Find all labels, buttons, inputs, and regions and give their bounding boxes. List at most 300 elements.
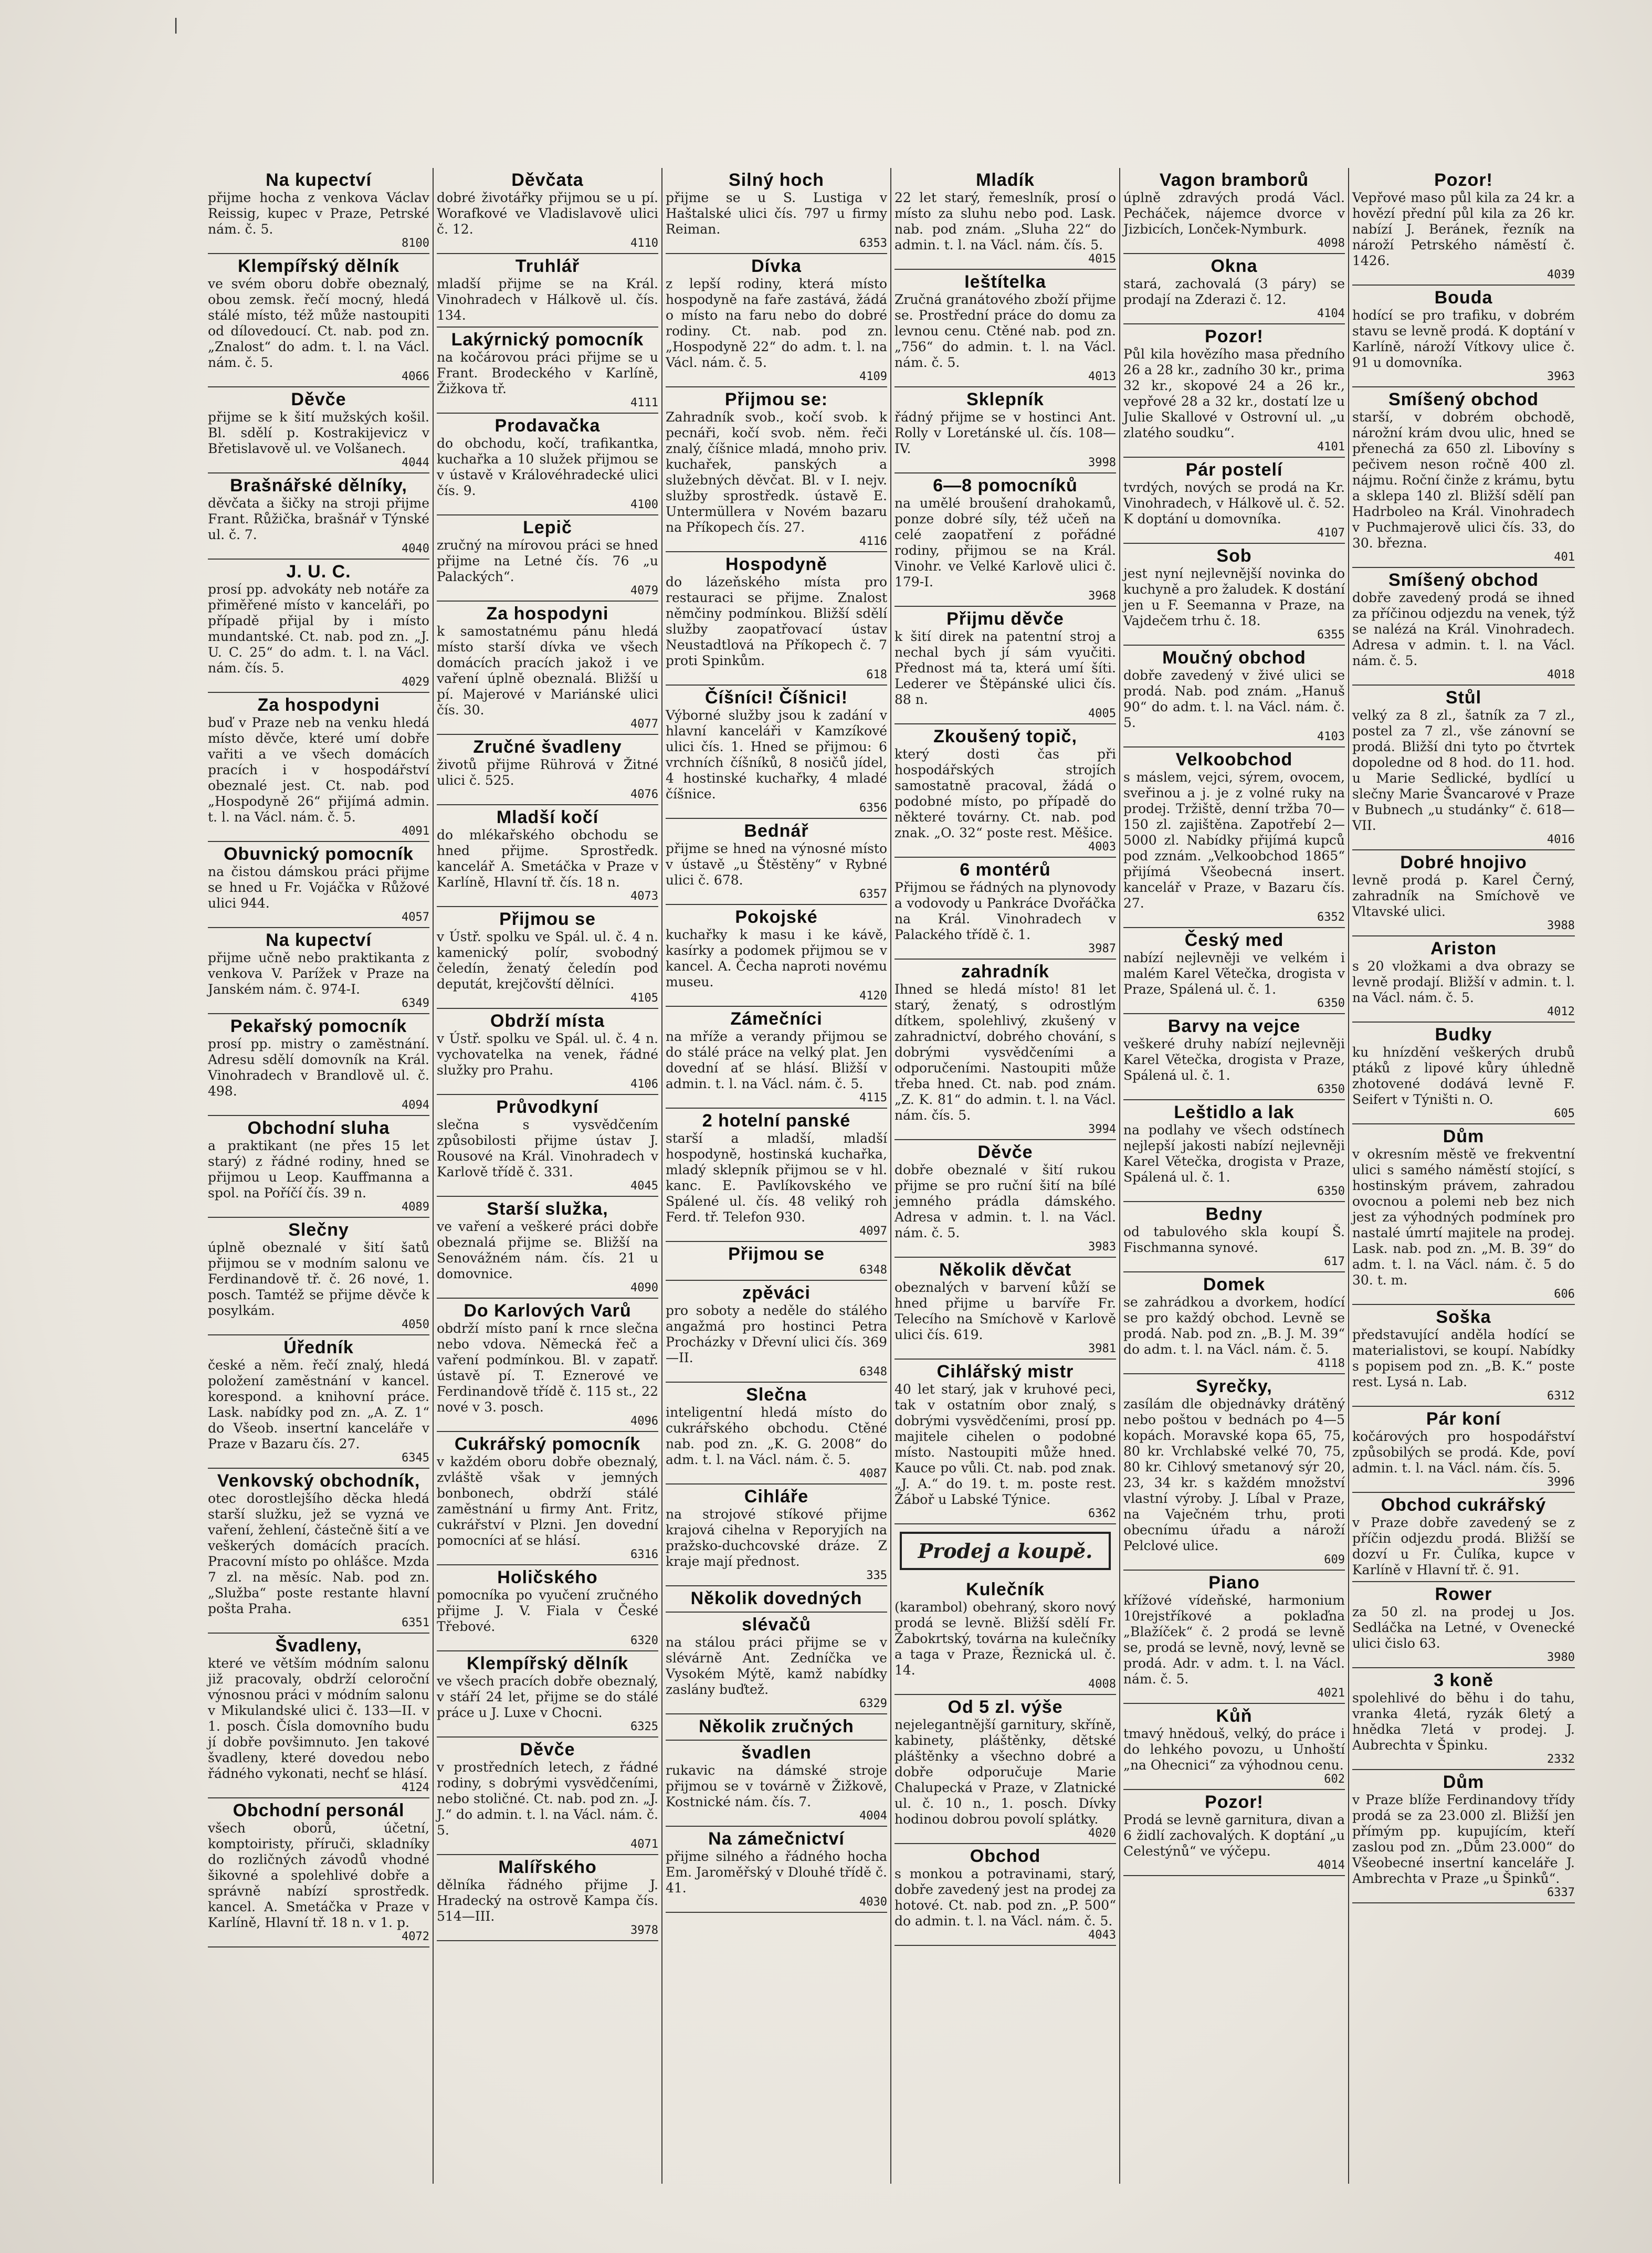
classified-ad [1352, 168, 1575, 286]
ad-number: 3968 [1088, 589, 1116, 603]
classified-ad [437, 168, 658, 254]
classified-ad [1123, 646, 1345, 748]
ad-heading: Smíšený obchod [1388, 389, 1539, 409]
ad-number: 6329 [859, 1697, 887, 1710]
ad-text: prosí pp. mistry o zaměstnání. Adresu sdělí domovník na Král. Vinohradech v Brandlově ul. č. 498. [208, 1036, 429, 1099]
classified-ad [1123, 1704, 1345, 1790]
ad-text: úplně obeznalé v šití šatů přijmou se v modním salonu ve Ferdinandově tř. č. 26 nové, 1. posch. Tamtéž se přijme děvče k posylkám. [208, 1240, 429, 1318]
column-3 [662, 168, 891, 2184]
ad-number: 4050 [402, 1318, 429, 1331]
ad-heading: Přijmou se [499, 909, 596, 929]
ad-text: životů přijme Rührová v Žitné ulici č. 525. [437, 757, 658, 788]
ad-text: v Praze dobře zavedený se z příčin odjezdu prodá. Bližší se dozví u Fr. Čulíka, kupce v Karlíně v Hlavní tř. č. 91. [1352, 1515, 1575, 1577]
classified-ad [666, 1485, 887, 1586]
ad-text: Vepřové maso půl kila za 24 kr. a hovězí přední půl kila za 26 kr. nabízí J. Beránek, řezník na nároží Petrského náměstí č. 1426. [1352, 190, 1575, 268]
classified-ad [208, 1634, 429, 1798]
ad-heading: Prodavačka [494, 416, 601, 436]
ad-heading: Pozor! [1205, 327, 1264, 346]
ad-text: (karambol) obehraný, skoro nový prodá se levně. Bližší sdělí Fr. Žabokrtský, továrna na kulečníky a taga v Praze, Řeznická ul. č. 14. [895, 1599, 1116, 1678]
ad-number: 4111 [630, 396, 658, 409]
column-5 [1120, 168, 1349, 2184]
ad-heading: Malířského [498, 1857, 597, 1877]
ad-heading: Stůl [1445, 688, 1482, 708]
ad-number: 4015 [1088, 252, 1116, 266]
ad-text: slečna s vysvědčením způsobilosti přijme ústav J. Rousové na Král. Vinohradech v Karlově třídě č. 331. [437, 1117, 658, 1180]
classified-ad [666, 819, 887, 905]
ad-text: inteligentní hledá místo do cukrářského obchodu. Ctěné nab. pod zn. „K. G. 2008“ do adm. t. l. na Václ. nám. č. 5. [666, 1405, 887, 1467]
classified-ad [208, 693, 429, 842]
ad-text: 40 let starý, jak v kruhové peci, tak v ostatním obor znalý, s dobrými vysvědčeními, prosí pp. majitele cihelen o podobné místo. Nastoupiti může hned. Kauce po vůli. Ct. nab. pod znak. „J. A.“ do 19. t. m. poste rest. Žáboř u Labské Týnice. [895, 1382, 1116, 1507]
ad-heading: Syrečky, [1196, 1376, 1272, 1396]
ad-heading: Cihlářský mistr [937, 1362, 1074, 1382]
ad-text: v každém oboru dobře obeznalý, zvláště však v jemných bonbonech, obdrží stálé zaměstnání u firmy Ant. Fritz, cukrářství v Plzni. Jen dovední pomocníci ať se hlásí. [437, 1454, 658, 1548]
ad-heading: Švadleny, [275, 1636, 362, 1656]
column-1 [205, 168, 434, 2184]
ad-number: 335 [866, 1569, 887, 1582]
ad-number: 4101 [1317, 440, 1345, 454]
ad-heading: Několik děvčat [939, 1260, 1072, 1280]
ad-text: všech oborů, účetní, komptoiristy, příruči, skladníky do rozličných závodů vhodné šikovné a spolehlivé dobře a správně nabízí sprostředk. kancel. A. Smetáčka v Praze v Karlíně, Hlavní tř. 18 n. v 1. p. [208, 1820, 429, 1930]
classified-ad [666, 1827, 887, 1913]
ad-heading: Několik zručných [699, 1717, 854, 1736]
ad-heading: Na kupectví [266, 930, 372, 950]
ad-text: veškeré druhy nabízí nejlevněji Karel Větečka, drogista v Praze, Spálená ul. č. 1. [1123, 1036, 1345, 1083]
ad-heading: Lakýrnický pomocník [451, 330, 644, 350]
classified-ad [208, 168, 429, 254]
ad-number: 6345 [402, 1451, 429, 1465]
ad-heading: Pekařský pomocník [230, 1016, 407, 1036]
ad-number: 6337 [1547, 1886, 1575, 1899]
ad-heading: Barvy na vejce [1167, 1016, 1301, 1036]
ad-text: na podlahy ve všech odstínech nejlepší jakosti nabízí nejlevněji Karel Větečka, drogista v Praze, Spálená ul. č. 1. [1123, 1122, 1345, 1185]
ad-text: Výborné služby jsou k zadání v hlavní kanceláři v Kamzíkové ulici čís. 1. Hned se přijmou: 6 vrchních číšníků, 8 nosičů jídel, 4 hostinské kuchařky, 4 mladé číšnice. [666, 708, 887, 802]
ad-text: otec dorostlejšího děcka hledá starší služku, jež se vyzná ve vaření, žehlení, částečně šití a ve veškerých domácích pracích. Pracovní místo po ohlášce. Mzda 7 zl. na měsíc. Nab. pod zn. „Služba“ poste restante hlavní pošta Praha. [208, 1491, 429, 1616]
ad-number: 3963 [1547, 370, 1575, 383]
classified-ad [895, 270, 1116, 387]
classified-ad [1352, 686, 1575, 850]
ad-heading: Leštidlo a lak [1174, 1102, 1295, 1122]
classified-ad [1352, 1407, 1575, 1493]
ad-heading: Slečny [288, 1220, 349, 1240]
ad-text: Půl kila hovězího masa předního 26 a 28 kr., zadního 30 kr., prima 32 kr., skopové 24 a 26 kr., vepřové 28 a 32 kr., dostatí lze u Julie Skallové v Ostrovní ul. „u zlatého soudku“. [1123, 346, 1345, 440]
classified-ad [208, 560, 429, 693]
classified-ad [666, 1714, 887, 1741]
classified-ad [208, 387, 429, 473]
column-4 [891, 168, 1120, 2184]
ad-text: rukavic na dámské stroje přijmou se v továrně v Žižkově, Kostnické nám. čís. 7. [666, 1763, 887, 1809]
ad-number: 4079 [630, 584, 658, 597]
ad-heading: Průvodkyní [496, 1097, 599, 1117]
classified-ad [208, 1798, 429, 1947]
ad-number: 4090 [630, 1281, 658, 1294]
ad-text: přijme se u S. Lustiga v Haštalské ulici čís. 797 u firmy Reiman. [666, 190, 887, 237]
ad-number: 4103 [1317, 730, 1345, 743]
classified-ad [666, 387, 887, 552]
classified-ad [895, 473, 1116, 607]
ad-text: jest nyní nejlevnější novinka do kuchyně a pro žaludek. K dostání jen u F. Seemanna v Praze, na Vajdečem trhu č. 18. [1123, 566, 1345, 628]
ad-heading: 6—8 pomocníků [933, 476, 1078, 496]
ad-heading: Pozor! [1205, 1792, 1264, 1812]
classified-ad [437, 328, 658, 414]
ad-text: Prodá se levně garnitura, divan a 6 židlí zachovalých. K doptání „u Celestýnů“ ve výčepu. [1123, 1812, 1345, 1859]
ad-heading: Přijmu děvče [946, 609, 1064, 629]
ad-text: starší, v dobrém obchodě, nárožní krám dvou ulic, hned se přenechá za 650 zl. Libovíny s pečivem neson ročně 400 zl. nájmu. Roční činže z krámu, bytu a sklepa 140 zl. Bližší sdělí pan Hadrboleo na Král. Vinohradech v Puchmajerově ulici čís. 33, do 30. března. [1352, 409, 1575, 551]
classified-ad [437, 1095, 658, 1197]
classified-ad [895, 1577, 1116, 1695]
ad-heading: Mladík [976, 170, 1035, 190]
ad-number: 6350 [1317, 1185, 1345, 1198]
classified-ad [208, 1116, 429, 1218]
ad-heading: švadlen [741, 1743, 812, 1763]
classified-ad [666, 1281, 887, 1383]
column-2 [434, 168, 662, 2184]
ad-number: 6350 [1317, 997, 1345, 1010]
classified-ad [1123, 1790, 1345, 1876]
ad-heading: Bouda [1434, 288, 1493, 308]
ad-number: 4029 [402, 676, 429, 689]
ad-heading: Klempířský dělník [237, 256, 399, 276]
ad-heading: Obchod cukrářský [1381, 1495, 1546, 1515]
ad-text: velký za 8 zl., šatník za 7 zl., postel za 7 zl., vše zánovní se prodá. Bližší dni tyto po čtvrtek dopoledne od 8 hod. do 11. hod. u Marie Sedlické, bydlící u slečny Marie Švancarové v Praze v Bubnech „u studánky“ č. 618—VII. [1352, 708, 1575, 833]
classified-ad [895, 387, 1116, 473]
ad-heading: Ariston [1430, 939, 1497, 959]
ad-text: na stálou práci přijme se v slévárně Ant. Zedníčka ve Vysokém Mýtě, kamž nabídky zaslány buďtež. [666, 1635, 887, 1697]
ad-number: 4020 [1088, 1827, 1116, 1840]
classified-ad [1123, 1571, 1345, 1704]
classified-ad [666, 1613, 887, 1714]
ad-number: 3987 [1088, 942, 1116, 955]
ad-text: na umělé broušení drahokamů, ponze dobré síly, též učeň na celé zaopatření z pořádné rodiny, přijmou se na Král. Vinohr. ve Velké Karlově ulici č. 179-I. [895, 496, 1116, 589]
ad-number: 4040 [402, 542, 429, 555]
ad-text: v Praze blíže Ferdinandovy třídy prodá se za 23.000 zl. Bližší jen přímým pp. kupujícím, kteří zaslou pod zn. „Dům 23.000“ do Všeobecné insertní kanceláře J. Ambrechta v Praze „u Špinků“. [1352, 1792, 1575, 1886]
ad-text: Přijmou se řádných na plynovody a vodovody u Pankráce Dvořáčka na Král. Vinohradech v Palackého třídě č. 1. [895, 880, 1116, 942]
ad-text: který dosti čas při hospodářských strojích samostatně pracoval, žádá o podobné místo, po případě do některé továrny. Ct. nab. pod znak. „O. 32“ poste rest. Měšice. [895, 746, 1116, 840]
ad-number: 4072 [402, 1930, 429, 1943]
ad-number: 4097 [859, 1225, 887, 1238]
ad-text: dobře zavedený prodá se ihned za příčinou odjezdu na venek, týž se nalézá na Král. Vinohradech. Adresa v admin. t. l. na Václ. nám. č. 5. [1352, 590, 1575, 668]
classified-ad [437, 1565, 658, 1651]
ad-heading: Děvčata [511, 170, 584, 190]
ad-number: 4087 [859, 1467, 887, 1480]
ad-number: 6353 [859, 237, 887, 250]
ad-text: obeznalých v barvení kůží se hned přijme u barvíře Fr. Telecího na Smíchově v Karlově ulici čís. 619. [895, 1280, 1116, 1342]
ad-number: 3980 [1547, 1651, 1575, 1664]
classified-ad [437, 735, 658, 805]
ad-number: 4118 [1317, 1357, 1345, 1370]
classified-ad [1123, 1100, 1345, 1202]
ad-heading: Děvče [520, 1740, 575, 1760]
classified-ad [437, 1197, 658, 1299]
classified-ad [895, 858, 1116, 960]
ad-heading: Venkovský obchodník, [217, 1471, 420, 1491]
classified-ad [1123, 168, 1345, 254]
ad-number: 2332 [1547, 1753, 1575, 1766]
ad-number: 4098 [1317, 237, 1345, 250]
ad-text: zručný na mírovou práci se hned přijme na Letné čís. 76 „u Palackých“. [437, 538, 658, 584]
classified-ad [895, 724, 1116, 858]
ad-heading: Hospodyně [725, 554, 828, 574]
ad-text: starší a mladší, mladší hospodyně, hostinská kuchařka, mladý sklepník přijmou se v hl. kanc. E. Pavlíkovského ve Spálené ul. čís. 48 veliký roh Ferd. tř. Telefon 930. [666, 1131, 887, 1225]
classified-ad [1352, 1124, 1575, 1305]
page-edge-mark: | [173, 16, 179, 34]
ad-number: 605 [1554, 1107, 1575, 1120]
ad-text: ve vaření a veškeré práci dobře obeznalá přijme se. Bližší na Senovážném nám. čís. 21 u domovnice. [437, 1219, 658, 1281]
ad-number: 4091 [402, 825, 429, 838]
classified-ad [666, 1383, 887, 1485]
ad-heading: Obdrží místa [490, 1011, 605, 1031]
ad-heading: Pár koní [1426, 1409, 1501, 1429]
ad-heading: Přijmou se: [724, 389, 828, 409]
ad-heading: Kůň [1216, 1706, 1253, 1726]
ad-number: 4105 [630, 992, 658, 1005]
ad-heading: zpěváci [742, 1283, 811, 1303]
ad-text: pro soboty a neděle do stálého angažmá pro hostinci Petra Procházky v Dřevní ulici čís. 369—II. [666, 1303, 887, 1365]
ad-heading: Silný hoch [729, 170, 824, 190]
ad-number: 4077 [630, 718, 658, 731]
ad-heading: Pár postelí [1185, 460, 1283, 480]
ad-text: k samostatnému pánu hledá místo starší dívka ve všech domácích pracích jakož i ve vaření úplně obeznalá. Bližší u pí. Majerové v Mariánské ulici čís. 30. [437, 624, 658, 718]
classified-ad [437, 805, 658, 907]
ad-heading: 3 koně [1434, 1670, 1493, 1690]
ad-number: 6316 [630, 1548, 658, 1561]
ad-text: děvčata a šičky na stroji přijme Frant. Růžička, brašnář v Týnské ul. č. 7. [208, 496, 429, 542]
ad-text: křížové vídeňské, harmonium 10rejstříkové a poklaďna „Blažíček“ č. 2 prodá se levně se, prodá se levně, nový, levně se prodá. Adr. v adm. t. l. na Václ. nám. č. 5. [1123, 1593, 1345, 1687]
ad-number: 3988 [1547, 919, 1575, 932]
ad-heading: Mladší kočí [496, 807, 599, 827]
ad-number: 6349 [402, 997, 429, 1010]
ad-text: ve svém oboru dobře obeznalý, obou zemsk. řečí mocný, hledá stálé místo, též může nastoupiti od dílovedoucí. Ct. nab. pod zn. „Znalost“ do adm. t. l. na Václ. nám. č. 5. [208, 276, 429, 370]
ad-text: zasílám dle objednávky drátěný nebo poštou v bednách po 4—5 kopách. Moravské kopa 65, 75, 80 kr. Vrchlabské velké 70, 75, 80 kr. Cihlový smetanový sýr 20, 23, 34 kr. s každém množství vlastní výroby. J. Líbal v Praze, na Vaječném trhu, proti obecnímu úřadu a nároží Pelclové ulice. [1123, 1396, 1345, 1553]
ad-number: 4013 [1088, 370, 1116, 383]
ad-number: 3998 [1088, 456, 1116, 469]
ad-heading: Velkoobchod [1175, 750, 1293, 770]
classified-ad [1123, 254, 1345, 324]
classified-ad [208, 842, 429, 928]
ad-number: 6352 [1317, 911, 1345, 924]
classified-ad [666, 1109, 887, 1242]
ad-number: 609 [1324, 1553, 1345, 1566]
classified-ad [1123, 748, 1345, 928]
classified-ad [437, 602, 658, 735]
classified-ad [1352, 1493, 1575, 1582]
ad-text: přijme učně nebo praktikanta z venkova V. Parížek v Praze na Janském nám. č. 974-I. [208, 950, 429, 997]
ad-number: 4057 [402, 911, 429, 924]
ad-text: v Ústř. spolku ve Spál. ul. č. 4 n. kamenický polír, svobodný čeledín, ženatý čeledín pod deputát, krejčovští dělníci. [437, 929, 658, 992]
ad-heading: Holičského [497, 1567, 598, 1587]
ad-heading: Dům [1443, 1126, 1485, 1146]
ad-text: které ve větším módním salonu již pracovaly, obdrží celoroční výnosnou práci v módním salonu v Mikulandské ulici č. 133—II. v 1. posch. Čísla domovního budu jí dobře povšimnuto. Jen takové švadleny, které dovedou nebo řádného vykonati, nechť se hlásí. [208, 1656, 429, 1781]
ad-heading: Kulečník [966, 1580, 1045, 1599]
ad-text: ve všech pracích dobře obeznalý, v stáří 24 let, přijme se do stálé práce u J. Luxe v Chocni. [437, 1673, 658, 1720]
ad-text: do mlékařského obchodu se hned přijme. Sprostředk. kancelář A. Smetáčka v Praze v Karlíně, Hlavní tř. čís. 18 n. [437, 827, 658, 890]
ad-number: 4076 [630, 788, 658, 801]
ad-heading: Do Karlových Varů [464, 1301, 632, 1321]
ad-number: 4120 [859, 989, 887, 1003]
ad-heading: Smíšený obchod [1388, 570, 1539, 590]
ad-heading: slévačů [742, 1615, 811, 1635]
ad-text: s máslem, vejci, sýrem, ovocem, sveřinou a j. je z volné ruky na prodej. Tržiště, denní tržba 70—150 zl. zajištěna. Zapotřebí 2—5000 zl. Nabídky přijímá kupců pod zznám. „Velkoobchod 1865“ přijímá Všeobecná insert. kancelář v Praze, v Bazaru čís. 27. [1123, 770, 1345, 911]
classified-ad [437, 1009, 658, 1095]
classified-ad [437, 414, 658, 515]
ad-heading: Moučný obchod [1162, 648, 1306, 668]
ad-heading: Za hospodyni [486, 604, 609, 624]
ad-heading: Český med [1184, 930, 1284, 950]
classified-ad [1352, 1668, 1575, 1770]
ad-heading: Obchod [970, 1846, 1041, 1866]
ad-heading: Na zámečnictví [708, 1829, 845, 1849]
ad-heading: Dům [1443, 1772, 1485, 1792]
ad-number: 4096 [630, 1415, 658, 1428]
classified-ad [437, 515, 658, 602]
ad-number: 3996 [1547, 1476, 1575, 1489]
classified-ad [437, 254, 658, 328]
classified-ad [895, 1258, 1116, 1360]
ad-text: s monkou a potravinami, starý, dobře zavedený jest na prodej za hotové. Ct. nab. pod zn. „P. 500“ do admin. t. l. na Václ. nám. č. 5. [895, 1866, 1116, 1929]
classified-ad [666, 254, 887, 387]
ad-number: 3978 [630, 1924, 658, 1937]
ad-number: 6357 [859, 888, 887, 901]
classified-ad [1352, 1582, 1575, 1668]
classified-ad [895, 168, 1116, 270]
ad-number: 401 [1554, 551, 1575, 564]
ad-number: 4109 [859, 370, 887, 383]
classified-ad [208, 1014, 429, 1116]
ad-text: v okresním městě ve frekventní ulici s samého náměstí stojící, s hostinským právem, zahradou ovocnou a polemi neb bez nich jest za výhodných podmínek pro nastalé úmrtí majitele na prodej. Lask. nab. pod zn. „M. B. 39“ do adm. t. l. na Václ. nám. č. 5 do 30. t. m. [1352, 1146, 1575, 1288]
ad-number: 4100 [630, 498, 658, 511]
ad-text: dobře obeznalé v šití rukou přijme se pro ruční šití na bílé jemného prádla dámského. Adresa v admin. t. l. na Václ. nám. č. 5. [895, 1162, 1116, 1240]
classified-ad [1123, 458, 1345, 544]
ad-heading: Dobré hnojivo [1400, 852, 1527, 872]
classified-ad [437, 1855, 658, 1941]
classified-ad [437, 1299, 658, 1432]
ad-heading: Soška [1436, 1307, 1491, 1327]
classified-ad [1123, 1014, 1345, 1100]
ad-text: na kočárovou práci přijme se u Frant. Brodeckého v Karlíně, Žižkova tř. [437, 350, 658, 396]
classified-ad [666, 905, 887, 1007]
ad-heading: Zručné švadleny [473, 737, 622, 757]
classified-ad [1352, 286, 1575, 387]
ad-number: 4107 [1317, 527, 1345, 540]
ad-number: 4089 [402, 1201, 429, 1214]
ad-heading: Dívka [751, 256, 802, 276]
ad-text: tmavý hnědouš, velký, do práce i do lehkého povozu, u Unhoští „na Ohecnici“ za výhodnou cenu. [1123, 1726, 1345, 1773]
ad-text: se zahrádkou a dvorkem, hodící se pro každý obchod. Levně se prodá. Nab. pod zn. „B. J. M. 39“ do adm. t. l. na Václ. nám. č. 5. [1123, 1294, 1345, 1357]
ad-heading: Za hospodyni [257, 695, 380, 715]
ad-text: Zahradník svob., kočí svob. k pecnáři, kočí svob. něm. řeči znalý, číšnice mladá, mnoho priv. kuchařek, panských a služebných děvčat. Bl. v I. nejv. služby sprostředk. ústavě E. Untermüllera v Novém bazaru na Příkopech čís. 27. [666, 409, 887, 535]
ad-text: přijme se k šití mužských košil. Bl. sdělí p. Kostrakijevicz v Břetislavově ul. ve Volšanech. [208, 409, 429, 456]
classified-ad [895, 960, 1116, 1140]
classified-ad [208, 1469, 429, 1634]
ad-heading: Od 5 zl. výše [948, 1697, 1063, 1717]
classified-ad [1123, 324, 1345, 458]
ad-heading: Úředník [283, 1338, 354, 1357]
classified-ad [666, 168, 887, 254]
ad-text: stará, zachovalá (3 páry) se prodají na Zderazi č. 12. [1123, 276, 1345, 307]
ad-number: 602 [1324, 1773, 1345, 1786]
classified-ad [1352, 568, 1575, 686]
ad-heading: Číšníci! Číšnici! [704, 688, 848, 708]
ad-text: hodící se pro trafiku, v dobrém stavu se levně prodá. K doptání v Karlíně, nároží Vítkovy ulice č. 91 u domovníka. [1352, 308, 1575, 370]
ad-text: v Ústř. spolku ve Spál. ul. č. 4 n. vychovatelka na venek, řádné služky pro Prahu. [437, 1031, 658, 1078]
ad-text: z lepší rodiny, která místo hospodyně na faře zastává, žádá o místo na faru nebo do dobré rodiny. Ct. nab. pod zn. „Hospodyně 22“ do adm. t. l. na Václ. nám. č. 5. [666, 276, 887, 370]
classified-ad [666, 1007, 887, 1109]
ad-heading: Pokojské [735, 907, 818, 927]
ad-number: 4066 [402, 370, 429, 383]
ad-number: 6320 [630, 1634, 658, 1647]
ad-number: 617 [1324, 1255, 1345, 1268]
classified-ad [666, 1242, 887, 1281]
ad-number: 4116 [859, 535, 887, 548]
ad-text: kočárových pro hospodářství způsobilých se prodá. Kde, poví admin. t. l. na Václ. nám. čís. 5. [1352, 1429, 1575, 1476]
ad-text: nabízí nejlevněji ve velkém i malém Karel Větečka, drogista v Praze, Spálená ul. č. 1. [1123, 950, 1345, 997]
ad-text: na mříže a verandy přijmou se do stálé práce na velký plat. Jen dovední ať se hlásí. Bližší v admin. t. l. na Václ. nám. č. 5. [666, 1029, 887, 1091]
classified-ad [1352, 850, 1575, 936]
ad-heading: Sob [1216, 546, 1252, 566]
classified-ad [437, 1432, 658, 1565]
ad-number: 8100 [402, 237, 429, 250]
ad-number: 4005 [1088, 707, 1116, 720]
ad-heading: Bednář [744, 821, 809, 841]
ad-text: s 20 vložkami a dva obrazy se levně prodají. Bližší v admin. t. l. na Václ. nám. č. 5. [1352, 959, 1575, 1005]
ad-heading: Na kupectví [266, 170, 372, 190]
ad-number: 4039 [1547, 268, 1575, 281]
ad-heading: Děvče [291, 389, 346, 409]
ad-number: 4106 [630, 1078, 658, 1091]
classified-ad [1123, 1374, 1345, 1571]
ad-text: řádný přijme se v hostinci Ant. Rolly v Loretánské ul. čís. 108—IV. [895, 409, 1116, 456]
ad-text: a praktikant (ne přes 15 let starý) z řádné rodiny, hned se přijmou u Leop. Kauffmanna a spol. na Poříčí čís. 39 n. [208, 1138, 429, 1201]
ad-number: 3983 [1088, 1240, 1116, 1254]
ad-number: 6362 [1088, 1507, 1116, 1520]
ad-heading: Zkoušený topič, [933, 727, 1077, 746]
ad-text: nejelegantnější garnitury, skříně, kabinety, pláštěnky, dětské pláštěnky a všechno dobré a dobře odporučuje Marie Chalupecká v Praze, v Zlatnické ul. č. 10 n., 1. posch. Dívky hodinou dobrou povolí splátky. [895, 1717, 1116, 1827]
ad-number: 6348 [859, 1264, 887, 1277]
ad-text: levně prodá p. Karel Černý, zahradník na Smíchově ve Vltavské ulici. [1352, 872, 1575, 919]
ad-heading: Obchodní personál [233, 1801, 405, 1820]
classified-ad [895, 607, 1116, 724]
ad-text: k šití direk na patentní stroj a nechal bych jí sám vyučiti. Přednost má ta, která umí šíti. Lederer ve Štěpánské ulici čís. 88 n. [895, 629, 1116, 707]
ad-heading: Klempířský dělník [466, 1654, 628, 1673]
classified-ad [1352, 387, 1575, 568]
ad-number: 3994 [1088, 1123, 1116, 1136]
ad-text: úplně zdravých prodá Václ. Pecháček, nájemce dvorce v Jizbicích, Lonček-Nymburk. [1123, 190, 1345, 237]
ad-heading: Starší služka, [487, 1199, 608, 1219]
ad-text: pomocníka po vyučení zručného přijme J. V. Fiala v České Třebové. [437, 1587, 658, 1634]
ad-text: za 50 zl. na prodej u Jos. Sedláčka na Letné, v Ovenecké ulici čislo 63. [1352, 1604, 1575, 1651]
classified-ad [666, 552, 887, 686]
ad-text: ku hnízdění veškerých drubů ptáků z lipové kůry úhledně zhotovené dodává levně F. Seifert v Týništi n. O. [1352, 1045, 1575, 1107]
ad-text: Zručná granátového zboží přijme se. Prostřední práce do domu za levnou cenu. Ctěné nab. pod zn. „756“ do admin. t. l. na Václ. nám. č. 5. [895, 292, 1116, 370]
ad-text: představující anděla hodící se materialistovi, se koupí. Nabídky s popisem pod zn. „B. K.“ poste rest. Lysá n. Lab. [1352, 1327, 1575, 1389]
ad-number: 4016 [1547, 833, 1575, 846]
classified-ads-grid [205, 168, 1580, 2184]
classified-ad [208, 254, 429, 387]
ad-number: 4014 [1317, 1859, 1345, 1872]
ad-text: obdrží místo paní k rnce slečna nebo vdova. Německá řeč a vaření podmínkou. Bl. v zapatř. ústavě pí. T. Eznerové ve Ferdinandově třídě č. 115 st., 22 nové v 3. posch. [437, 1321, 658, 1415]
ad-text: spolehlivé do běhu i do tahu, vranka 4letá, ryzák 6letý a hnědka 7letá v prodej. J. Aubrechta v Špinku. [1352, 1690, 1575, 1753]
classified-ad [1352, 936, 1575, 1023]
ad-heading: 2 hotelní panské [702, 1111, 851, 1131]
ad-number: 6348 [859, 1365, 887, 1378]
classified-ad [895, 1695, 1116, 1844]
classified-ad [208, 473, 429, 560]
ad-number: 4071 [630, 1838, 658, 1851]
ad-text: od tabulového skla koupí Š. Fischmanna synové. [1123, 1224, 1345, 1255]
ad-heading: Slečna [746, 1385, 807, 1405]
ad-heading: 6 montérů [960, 860, 1051, 880]
classified-ad [666, 1741, 887, 1827]
classified-ad [895, 1844, 1116, 1946]
